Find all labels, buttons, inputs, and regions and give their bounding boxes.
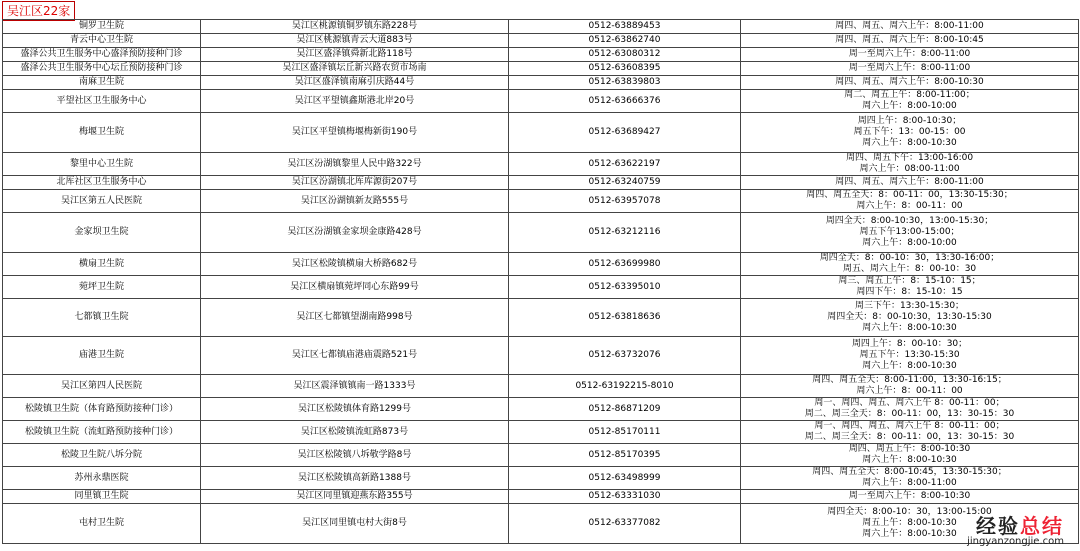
clinic-address: 吴江区盛泽镇坛丘新兴路农贸市场南 (201, 62, 509, 76)
clinic-hours (741, 48, 1079, 62)
clinic-address: 吴江区七都镇庙港庙震路521号 (201, 337, 509, 375)
clinic-hours (741, 467, 1079, 490)
clinic-phone: 0512-63240759 (509, 176, 741, 190)
clinic-phone: 0512-63192215-8010 (509, 375, 741, 398)
hours-line: 周四全天：8：00-10:30，13:30-15:30 (827, 312, 992, 322)
clinic-name: 黎里中心卫生院 (3, 153, 201, 176)
hours-line: 周三、周五上午：8：15-10：15； (838, 276, 981, 286)
clinic-phone: 0512-63689427 (509, 113, 741, 153)
table-row (3, 375, 1079, 398)
clinic-phone: 0512-63839803 (509, 76, 741, 90)
table-row (3, 490, 1079, 504)
hours-line: 周一、周四、周五、周六上午 8：00-11：00； (814, 421, 1005, 431)
hours-line: 周二、周三全天：8：00-11：00，13：30-15：30 (804, 432, 1015, 442)
hours-line: 周五、周六上午：8：00-10：30 (842, 264, 977, 274)
clinic-address: 吴江区盛泽镇舜新北路118号 (201, 48, 509, 62)
table-row (3, 153, 1079, 176)
clinic-address: 吴江区震泽镇镇南一路1333号 (201, 375, 509, 398)
hours-line: 周四上午：8：00-10：30； (851, 339, 968, 349)
table-row (3, 398, 1079, 421)
clinic-name: 铜罗卫生院 (3, 20, 201, 34)
hours-line: 周四、周五、周六上午：8:00-10:30 (835, 77, 984, 87)
watermark-url: jingyanzongjie.com (967, 536, 1064, 547)
clinic-hours (741, 253, 1079, 276)
clinic-name: 横扇卫生院 (3, 253, 201, 276)
clinic-address: 吴江区桃源镇铜罗镇东路228号 (201, 20, 509, 34)
hours-line: 周四全天：8:00-10：30，13:00-15:00 (827, 507, 992, 517)
clinic-address: 吴江区同里镇迎燕东路355号 (201, 490, 509, 504)
hours-line: 周四、周五下午：13:00-16:00 (845, 153, 974, 163)
hours-line: 周六上午：8:00-10:30 (862, 323, 957, 333)
hours-line: 周四上午：8:00-10:30； (857, 116, 962, 126)
hours-line: 周一至周六上午：8:00-10:30 (848, 491, 971, 501)
clinic-name: 同里镇卫生院 (3, 490, 201, 504)
clinic-hours (741, 153, 1079, 176)
clinic-address: 吴江区汾湖镇北厍库源街207号 (201, 176, 509, 190)
clinic-name: 吴江区第五人民医院 (3, 190, 201, 213)
clinic-phone: 0512-63377082 (509, 504, 741, 544)
table-row (3, 190, 1079, 213)
clinic-phone: 0512-63331030 (509, 490, 741, 504)
clinic-address: 吴江区汾湖镇新友路555号 (201, 190, 509, 213)
clinic-name: 南麻卫生院 (3, 76, 201, 90)
hours-line: 周一至周六上午：8:00-11:00 (848, 63, 971, 73)
clinic-table (2, 19, 1079, 544)
clinic-hours (741, 490, 1079, 504)
clinic-phone: 0512-86871209 (509, 398, 741, 421)
table-row (3, 76, 1079, 90)
table-row (3, 34, 1079, 48)
table-row (3, 90, 1079, 113)
hours-line: 周六上午：08:00-11:00 (859, 164, 960, 174)
clinic-phone: 0512-63080312 (509, 48, 741, 62)
hours-line: 周四、周五全天：8:00-11:00，13:30-16:15； (812, 375, 1007, 385)
hours-line: 周二、周三全天：8：00-11：00，13：30-15：30 (804, 409, 1015, 419)
clinic-name: 屯村卫生院 (3, 504, 201, 544)
hours-line: 周六上午：8:00-10:30 (862, 529, 957, 539)
clinic-phone: 0512-63498999 (509, 467, 741, 490)
clinic-name: 金家坝卫生院 (3, 213, 201, 253)
clinic-address: 吴江区七都镇望湖南路998号 (201, 299, 509, 337)
hours-line: 周三下午：13:30-15:30； (854, 301, 965, 311)
table-row (3, 176, 1079, 190)
hours-line: 周五上午：8:00-10:30 (862, 518, 957, 528)
hours-line: 周六上午：8：00-11：00 (856, 386, 963, 396)
hours-line: 周一至周六上午：8:00-11:00 (848, 49, 971, 59)
hours-line: 周一、周四、周五、周六上午 8：00-11：00； (814, 398, 1005, 408)
clinic-hours (741, 34, 1079, 48)
clinic-phone: 0512-63862740 (509, 34, 741, 48)
clinic-hours (741, 113, 1079, 153)
watermark-text-a: 经验 (976, 514, 1020, 538)
hours-line: 周五下午13:00-15:00； (859, 227, 960, 237)
clinic-name: 盛泽公共卫生服务中心盛泽预防接种门诊 (3, 48, 201, 62)
clinic-phone: 0512-63666376 (509, 90, 741, 113)
clinic-phone: 0512-85170395 (509, 444, 741, 467)
clinic-phone: 0512-63957078 (509, 190, 741, 213)
clinic-phone: 0512-63608395 (509, 62, 741, 76)
clinic-hours (741, 276, 1079, 299)
hours-line: 周四、周五全天：8:00-10:45，13:30-15:30； (812, 467, 1007, 477)
clinic-name: 庙港卫生院 (3, 337, 201, 375)
clinic-hours (741, 62, 1079, 76)
clinic-name: 平望社区卫生服务中心 (3, 90, 201, 113)
clinic-phone: 0512-63732076 (509, 337, 741, 375)
clinic-address: 吴江区同里镇屯村大街8号 (201, 504, 509, 544)
clinic-address: 吴江区桃源镇青云大道883号 (201, 34, 509, 48)
table-row (3, 62, 1079, 76)
table-row (3, 113, 1079, 153)
clinic-address: 吴江区松陵镇高新路1388号 (201, 467, 509, 490)
table-row (3, 213, 1079, 253)
clinic-hours (741, 190, 1079, 213)
clinic-name: 北厍社区卫生服务中心 (3, 176, 201, 190)
clinic-name: 松陵镇卫生院（体育路预防接种门诊） (3, 398, 201, 421)
clinic-hours (741, 20, 1079, 34)
hours-line: 周四全天：8：00-10：30，13:30-16:00； (819, 253, 1000, 263)
hours-line: 周六上午：8:00-10:00 (862, 101, 957, 111)
clinic-name: 梅堰卫生院 (3, 113, 201, 153)
watermark (967, 510, 1064, 547)
table-row (3, 504, 1079, 544)
hours-line: 周六上午：8:00-11:00 (862, 478, 957, 488)
clinic-address: 吴江区横扇镇菀坪同心东路99号 (201, 276, 509, 299)
hours-line: 周六上午：8:00-10:30 (862, 361, 957, 371)
clinic-address: 吴江区松陵镇横扇大桥路682号 (201, 253, 509, 276)
table-row (3, 467, 1079, 490)
hours-line: 周六上午：8:00-10:30 (862, 138, 957, 148)
clinic-address: 吴江区汾湖镇金家坝金康路428号 (201, 213, 509, 253)
clinic-hours (741, 76, 1079, 90)
clinic-hours (741, 337, 1079, 375)
clinic-phone: 0512-63212116 (509, 213, 741, 253)
clinic-address: 吴江区盛泽镇南麻引庆路44号 (201, 76, 509, 90)
clinic-address: 吴江区松陵镇流虹路873号 (201, 421, 509, 444)
hours-line: 周四全天：8:00-10:30，13:00-15:30； (825, 216, 994, 226)
clinic-name: 苏州永鼎医院 (3, 467, 201, 490)
hours-line: 周四、周五、周六上午：8:00-11:00 (835, 21, 984, 31)
hours-line: 周四、周五全天：8：00-11：00，13:30-15:30； (806, 190, 1013, 200)
table-row (3, 337, 1079, 375)
clinic-hours (741, 299, 1079, 337)
table-row (3, 253, 1079, 276)
clinic-address: 吴江区平望镇梅堰梅新街190号 (201, 113, 509, 153)
clinic-hours (741, 421, 1079, 444)
hours-line: 周五下午：13：00-15：00 (853, 127, 966, 137)
hours-line: 周六上午：8:00-10:30 (862, 455, 957, 465)
clinic-hours (741, 375, 1079, 398)
table-row (3, 299, 1079, 337)
clinic-phone: 0512-63622197 (509, 153, 741, 176)
hours-line: 周四、周五、周六上午：8:00-10:45 (835, 35, 984, 45)
clinic-hours (741, 444, 1079, 467)
clinic-address: 吴江区汾湖镇黎里人民中路322号 (201, 153, 509, 176)
clinic-hours (741, 213, 1079, 253)
clinic-phone: 0512-63395010 (509, 276, 741, 299)
hours-line: 周六上午：8：00-11：00 (856, 201, 963, 211)
hours-line: 周五下午：13:30-15:30 (859, 350, 960, 360)
clinic-phone: 0512-63889453 (509, 20, 741, 34)
clinic-phone: 0512-63699980 (509, 253, 741, 276)
clinic-address: 吴江区平望镇鑫斯港北岸20号 (201, 90, 509, 113)
hours-line: 周四下午：8：15-10：15 (856, 287, 963, 297)
table-row (3, 421, 1079, 444)
clinic-name: 松陵镇卫生院（流虹路预防接种门诊） (3, 421, 201, 444)
table-row (3, 48, 1079, 62)
hours-line: 周四、周五、周六上午：8:00-11:00 (835, 177, 984, 187)
table-row (3, 444, 1079, 467)
hours-line: 周二、周五上午：8:00-11:00； (844, 90, 975, 100)
hours-line: 周四、周五上午：8:00-10:30 (848, 444, 971, 454)
clinic-name: 吴江区第四人民医院 (3, 375, 201, 398)
clinic-name: 松陵卫生院八坼分院 (3, 444, 201, 467)
clinic-address: 吴江区松陵镇体育路1299号 (201, 398, 509, 421)
watermark-text-b: 总结 (1020, 514, 1064, 538)
clinic-name: 七都镇卫生院 (3, 299, 201, 337)
table-title: 吴江区22家 (2, 1, 75, 21)
table-row (3, 20, 1079, 34)
clinic-hours (741, 398, 1079, 421)
clinic-hours (741, 176, 1079, 190)
clinic-name: 菀坪卫生院 (3, 276, 201, 299)
hours-line: 周六上午：8:00-10:00 (862, 238, 957, 248)
clinic-phone: 0512-63818636 (509, 299, 741, 337)
clinic-name: 青云中心卫生院 (3, 34, 201, 48)
clinic-hours (741, 90, 1079, 113)
clinic-phone: 0512-85170111 (509, 421, 741, 444)
clinic-name: 盛泽公共卫生服务中心坛丘预防接种门诊 (3, 62, 201, 76)
clinic-address: 吴江区松陵镇八坼敬学路8号 (201, 444, 509, 467)
table-row (3, 276, 1079, 299)
